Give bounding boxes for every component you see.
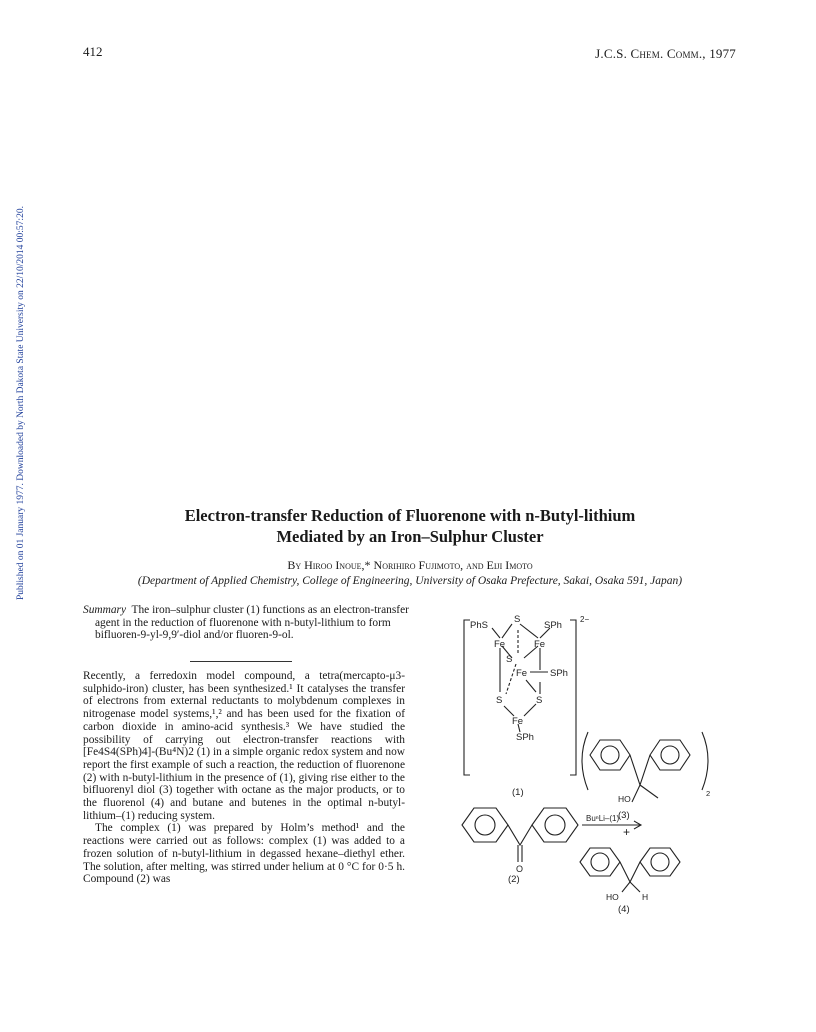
compound-label-4: (4) — [618, 904, 630, 915]
label-s-lower-left: S — [496, 695, 503, 706]
label-s-lower-right: S — [536, 695, 543, 706]
affiliation: (Department of Applied Chemistry, College of Engineering, University of Osaka Prefecture, Sakai, Osaka 591, Japan) — [137, 575, 683, 587]
atom-o-2: O — [516, 864, 524, 874]
title-line-2: Mediated by an Iron–Sulphur Cluster — [276, 527, 544, 546]
atom-ho-3: HO — [618, 794, 631, 804]
label-sph-mid: SPh — [550, 668, 568, 679]
download-notice[interactable]: Published on 01 January 1977. Downloaded by North Dakota State University on 22/10/2014 00:57:20. — [16, 206, 26, 600]
plus-sign: + — [623, 825, 631, 839]
label-fe-right: Fe — [534, 639, 546, 650]
label-fe-left: Fe — [494, 639, 506, 650]
summary — [83, 604, 415, 642]
page-number: 412 — [83, 44, 103, 59]
journal-header: J.C.S. Chem. Comm., 1977 — [595, 46, 736, 61]
body-paragraph: Recently, a ferredoxin model compound, a tetra(mercapto-μ3-sulphido-iron) cluster, has been synthesized.¹ It catalyses the transfer of electrons from external reductants to molybdenum complexes in nitrogenase model systems,¹,² and has been used for the fixation of carbon dioxide in amino-acid synthesis.³ We have studied the possibility of carrying out electron-transfer reactions with [Fe4S4(SPh)4]-(Bu⁴N)2 (1) in a simple organic redox system and now report the first example of such a reaction, the reduction of fluorenone (2) with n-butyl-lithium in the presence of (1), giving rise either to the bifluorenyl diol (3) together with octane as the major products, or to the fluorenol (4) and butane and butenes in the optimal n-butyl-lithium–(1) reducing system. — [83, 670, 405, 822]
title-line-1: Electron-transfer Reduction of Fluorenone with n-Butyl-lithium — [184, 506, 636, 525]
compound-label-2: (2) — [508, 874, 520, 885]
compound-label-1: (1) — [512, 787, 524, 798]
compound-label-3: (3) — [618, 810, 630, 821]
divider — [190, 661, 292, 662]
article-title — [60, 505, 760, 547]
summary-label: Summary — [83, 604, 127, 616]
atom-h-4: H — [642, 892, 649, 902]
article-body — [83, 670, 405, 886]
reagent-label: BuⁿLi–(1) — [586, 814, 620, 823]
authors: By Hiroo Inoue,* Norihiro Fujimoto, and Eiji Imoto — [287, 558, 533, 572]
label-phs: PhS — [470, 620, 488, 631]
cluster-charge: 2− — [580, 615, 590, 624]
subscript-2: 2 — [706, 789, 711, 798]
atom-ho-4: HO — [606, 892, 619, 902]
label-s-mid: S — [506, 654, 513, 665]
body-paragraph: The complex (1) was prepared by Holm’s method¹ and the reactions were carried out as follows: complex (1) was added to a frozen solution of n-butyl-lithium in degassed hexane–diethyl ether. The solution, after melting, was stirred under helium at 0 °C for 0·5 h. Compound (2) was — [83, 822, 405, 886]
label-s-top: S — [514, 614, 521, 625]
label-fe-center: Fe — [516, 668, 528, 679]
reaction-scheme-figure — [440, 600, 740, 930]
summary-text: The iron–sulphur cluster (1) functions as an electron-transfer agent in the reduction of fluorenone with n-butyl-lithium to form bifluoren-9-yl-9,9′-diol and/or fluoren-9-ol. — [95, 604, 409, 642]
label-fe-bottom: Fe — [512, 716, 524, 727]
label-sph-bottom: SPh — [516, 732, 534, 743]
label-sph-right: SPh — [544, 620, 562, 631]
